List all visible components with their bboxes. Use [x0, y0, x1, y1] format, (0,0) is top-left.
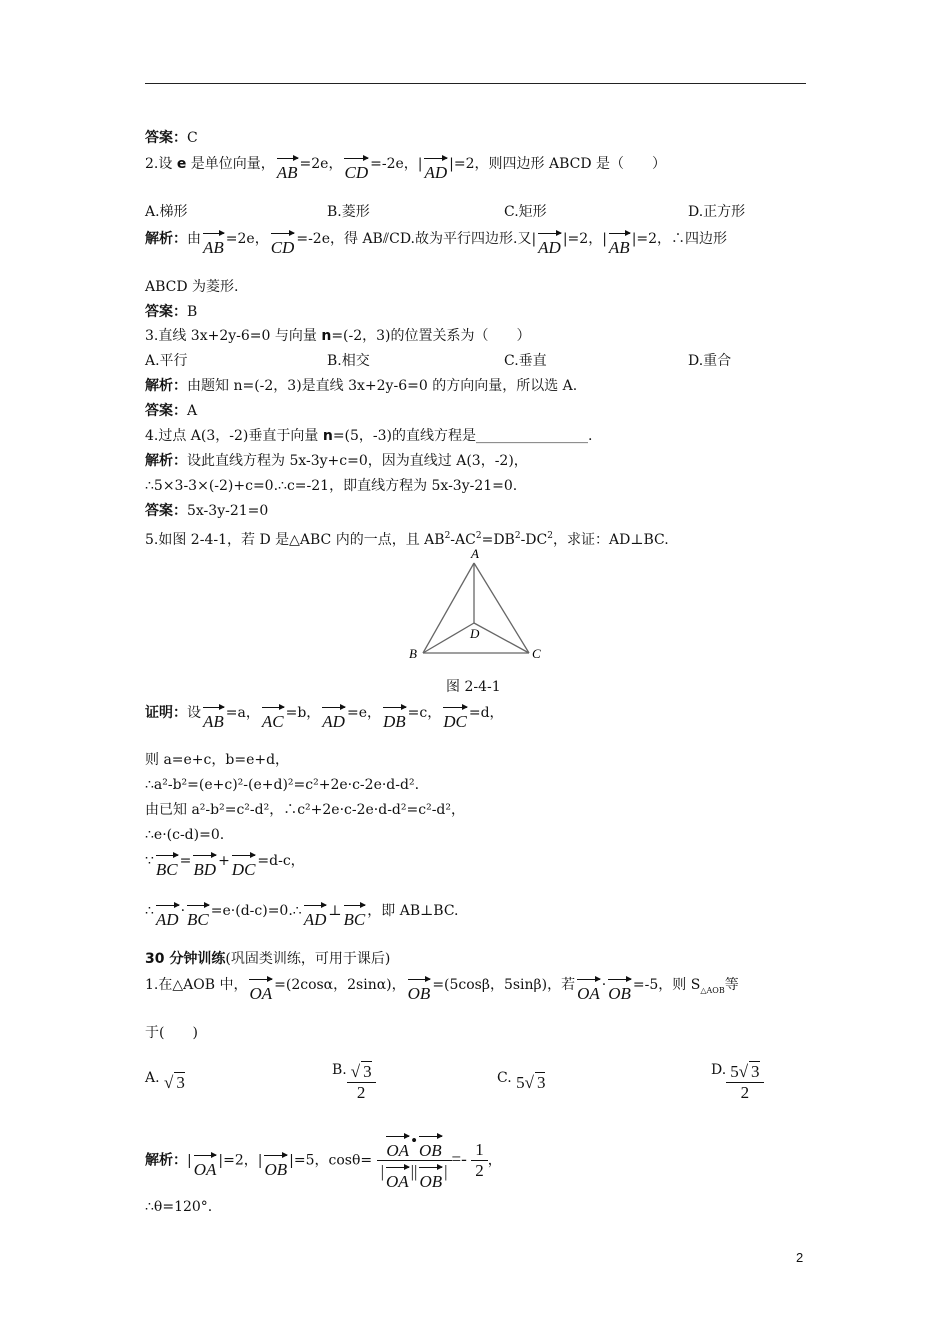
- text: e: [176, 156, 187, 172]
- option-d: D. $\frac{5√ 3}{2}$: [711, 1060, 764, 1103]
- option-b: B.菱形: [327, 204, 370, 220]
- option-a: A.平行: [145, 353, 188, 369]
- answer-line: 答案：A: [145, 403, 198, 419]
- vector-ab: AB: [277, 158, 298, 182]
- proof-line-7: ∴ AD · BC =e·(d-c)=0.∴ AD ⊥ BC ，即 AB⊥BC.: [145, 903, 459, 929]
- option-d: D.正方形: [688, 204, 746, 220]
- section-solution-1: 解析：| OA |=2，| OB |=5，cosθ= OA• OB | OA|| OB| =- $\frac{1}{2}$ ，: [145, 1131, 502, 1191]
- label-c: C: [532, 646, 541, 661]
- proof-line-1: 证明：设 AB =a， AC =b， AD =e， DB =c， DC =d，: [145, 705, 504, 731]
- question-4: 4.过点 A(3，-2)垂直于向量 n=(5，-3)的直线方程是________________.: [145, 428, 593, 444]
- text: |=2，则四边形 ABCD 是（ ）: [449, 156, 667, 172]
- answer-line: 答案：B: [145, 304, 198, 320]
- vector-ad: AD: [538, 233, 561, 257]
- answer-value: C: [187, 130, 198, 146]
- option-b: B.相交: [327, 353, 370, 369]
- answer-line: [145, 128, 198, 148]
- option-a: A.梯形: [145, 204, 188, 220]
- option-c: C. 5√ 3: [497, 1070, 546, 1092]
- section-question-1: 1.在△AOB 中， OA =(2cosα，2sinα)， OB =(5cosβ，5sinβ)，若 OA · OB =-5，则 $S_{\triangle AOB}$等: [145, 977, 739, 1003]
- label-d: D: [470, 626, 480, 641]
- solution-2-cont: ABCD 为菱形.: [145, 279, 239, 295]
- header-rule: [145, 83, 806, 84]
- label-a: A: [471, 546, 479, 561]
- vector-cd: CD: [344, 158, 368, 182]
- label-b: B: [409, 646, 417, 661]
- text: =-2e，|: [370, 156, 423, 172]
- proof-line-3: ∴a²-b²=(e+c)²-(e+d)²=c²+2e·c-2e·d-d².: [145, 777, 420, 793]
- vector-cd: CD: [271, 233, 295, 257]
- answer-label: 答案：: [145, 130, 187, 146]
- solution-4: 解析：设此直线方程为 5x-3y+c=0，因为直线过 A(3，-2)，: [145, 453, 528, 469]
- option-a: A. √ 3: [145, 1070, 185, 1092]
- option-b: B. $\frac{√ 3}{2}$: [332, 1060, 376, 1103]
- section-question-1-cont: 于( ): [145, 1025, 198, 1041]
- proof-line-6: ∵ BC = BD + DC =d-c，: [145, 853, 305, 879]
- vector-ab: AB: [609, 233, 630, 257]
- section-conclusion: ∴θ=120°.: [145, 1199, 213, 1215]
- section-heading: 30 分钟训练(巩固类训练，可用于课后): [145, 951, 391, 967]
- proof-line-4: 由已知 a²-b²=c²-d²，∴c²+2e·c-2e·d-d²=c²-d²，: [145, 802, 465, 818]
- proof-line-2: 则 a=e+c，b=e+d，: [145, 752, 290, 768]
- option-c: C.矩形: [504, 204, 547, 220]
- solution-2: 解析：由 AB =2e， CD =-2e，得 AB⫽CD.故为平行四边形.又| AD |=2，| AB |=2，∴四边形: [145, 231, 728, 257]
- option-d: D.重合: [688, 353, 732, 369]
- figure-caption: 图 2-4-1: [446, 679, 501, 695]
- parallel-equal-symbol: ⫽: [382, 231, 390, 247]
- solution-label: 解析：: [145, 231, 187, 247]
- option-c: C.垂直: [504, 353, 547, 369]
- text: =2e，: [299, 156, 343, 172]
- proof-line-5: ∴e·(c-d)=0.: [145, 827, 225, 843]
- question-2: [145, 154, 666, 182]
- page-number: 2: [796, 1250, 804, 1265]
- solution-4-line2: ∴5×3-3×(-2)+c=0.∴c=-21，即直线方程为 5x-3y-21=0.: [145, 478, 518, 494]
- solution-3: 解析：由题知 n=(-2，3)是直线 3x+2y-6=0 的方向向量，所以选 A.: [145, 378, 578, 394]
- vector-ad: AD: [424, 158, 447, 182]
- question-5: 5.如图 2-4-1，若 D 是△ABC 内的一点，且 $AB^2-AC^2=DB^2-DC^2$，求证：AD⊥BC.: [145, 531, 669, 548]
- cos-fraction: OA• OB | OA|| OB|: [377, 1130, 452, 1191]
- vector-ab: AB: [203, 233, 224, 257]
- triangle-figure: [405, 545, 555, 667]
- question-3: 3.直线 3x+2y-6=0 与向量 n=(-2，3)的位置关系为（ ）: [145, 328, 531, 344]
- answer-line: 答案：5x-3y-21=0: [145, 503, 269, 519]
- text: 2.设: [145, 156, 177, 172]
- text: 是单位向量，: [186, 156, 275, 172]
